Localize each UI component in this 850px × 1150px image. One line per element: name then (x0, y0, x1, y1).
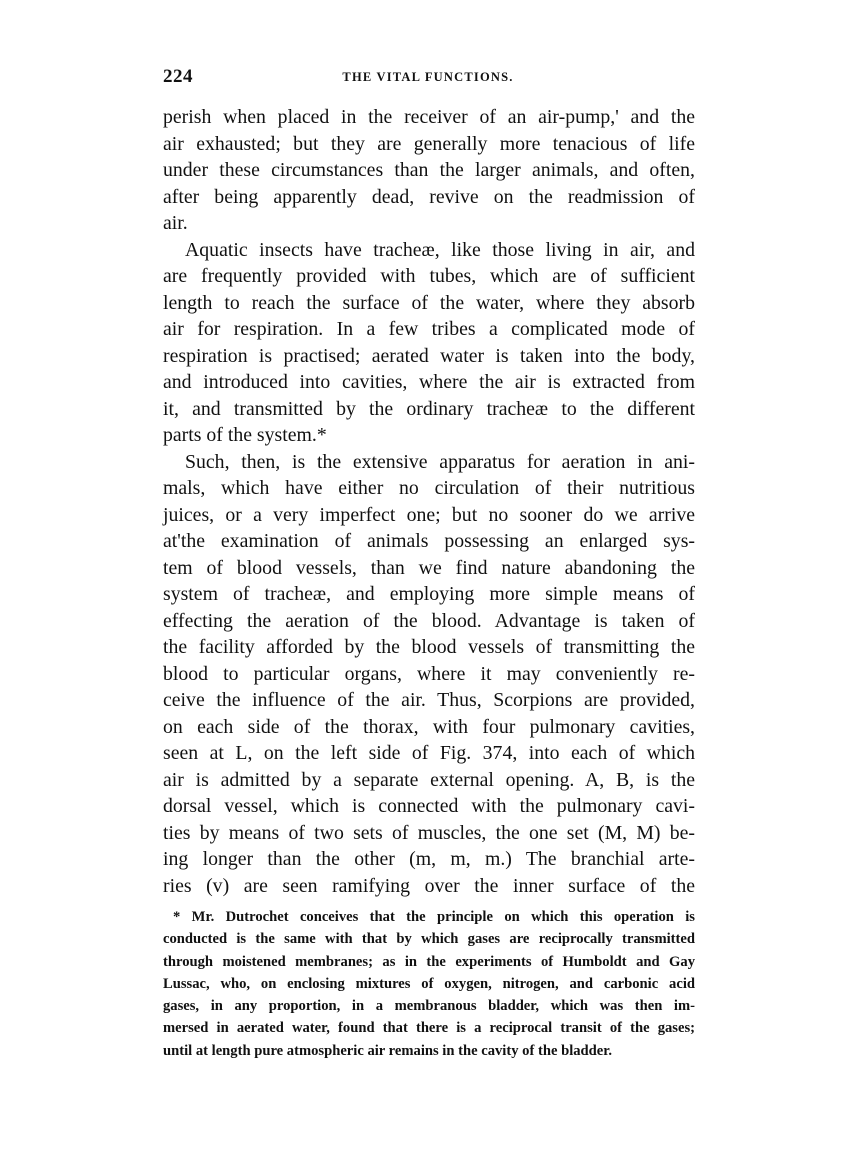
footnote-line: through moistened membranes; as in the experiments of Humboldt and Gay (163, 953, 695, 970)
text-line: perish when placed in the receiver of an air-pump,' and the (163, 106, 695, 128)
text-line: seen at L, on the left side of Fig. 374, into each of which (163, 742, 695, 764)
text-line: parts of the system.* (163, 424, 327, 446)
text-line: Such, then, is the extensive apparatus for aeration in ani- (185, 450, 695, 473)
text-line: at'the examination of animals possessing an enlarged sys- (163, 530, 695, 552)
text-line: length to reach the surface of the water, where they absorb (163, 291, 695, 314)
footnote-line: until at length pure atmospheric air remains in the cavity of the bladder. (163, 1042, 613, 1059)
running-head: THE VITAL FUNCTIONS. (342, 70, 514, 84)
text-line: mals, which have either no circulation of their nutritious (163, 477, 695, 499)
text-line: are frequently provided with tubes, which are of sufficient (163, 265, 695, 287)
text-line: ceive the influence of the air. Thus, Scorpions are provided, (163, 689, 695, 711)
text-line: ing longer than the other (m, m, m.) The branchial arte- (163, 848, 695, 870)
footnote-line: Lussac, who, on enclosing mixtures of oxygen, nitrogen, and carbonic acid (163, 975, 695, 992)
footnote-line: conducted is the same with that by which gases are reciprocally transmitted (163, 931, 695, 948)
text-line: Aquatic insects have tracheæ, like those living in air, and (185, 238, 695, 261)
page-header (163, 66, 693, 92)
text-line: the facility afforded by the blood vessels of transmitting the (163, 636, 695, 658)
text-line: air for respiration. In a few tribes a complicated mode of (163, 318, 695, 340)
text-line: air exhausted; but they are generally more tenacious of life (163, 132, 695, 155)
page-number: 224 (163, 66, 193, 87)
text-line: respiration is practised; aerated water is taken into the body, (163, 344, 695, 367)
footnote-line: * Mr. Dutrochet conceives that the principle on which this operation is (173, 909, 695, 925)
body-text (163, 104, 695, 899)
text-line: ries (v) are seen ramifying over the inner surface of the (163, 874, 695, 897)
text-line: tem of blood vessels, than we find nature abandoning the (163, 556, 695, 579)
text-line: under these circumstances than the larger animals, and often, (163, 159, 695, 181)
text-line: air. (163, 212, 188, 234)
text-line: after being apparently dead, revive on the readmission of (163, 185, 695, 208)
text-line: on each side of the thorax, with four pulmonary cavities, (163, 715, 695, 738)
text-line: it, and transmitted by the ordinary tracheæ to the different (163, 397, 695, 420)
text-line: ties by means of two sets of muscles, the one set (M, M) be- (163, 821, 695, 844)
footnote (163, 906, 695, 1062)
text-line: and introduced into cavities, where the air is extracted from (163, 371, 695, 393)
footnote-line: mersed in aerated water, found that there is a reciprocal transit of the gases; (163, 1020, 695, 1037)
text-line: effecting the aeration of the blood. Advantage is taken of (163, 609, 695, 632)
text-line: air is admitted by a separate external opening. A, B, is the (163, 768, 695, 791)
text-line: dorsal vessel, which is connected with the pulmonary cavi- (163, 795, 695, 817)
footnote-line: gases, in any proportion, in a membranous bladder, which was then im- (163, 998, 695, 1015)
text-line: blood to particular organs, where it may conveniently re- (163, 662, 695, 685)
text-line: juices, or a very imperfect one; but no sooner do we arrive (163, 503, 695, 526)
text-line: system of tracheæ, and employing more simple means of (163, 583, 695, 605)
